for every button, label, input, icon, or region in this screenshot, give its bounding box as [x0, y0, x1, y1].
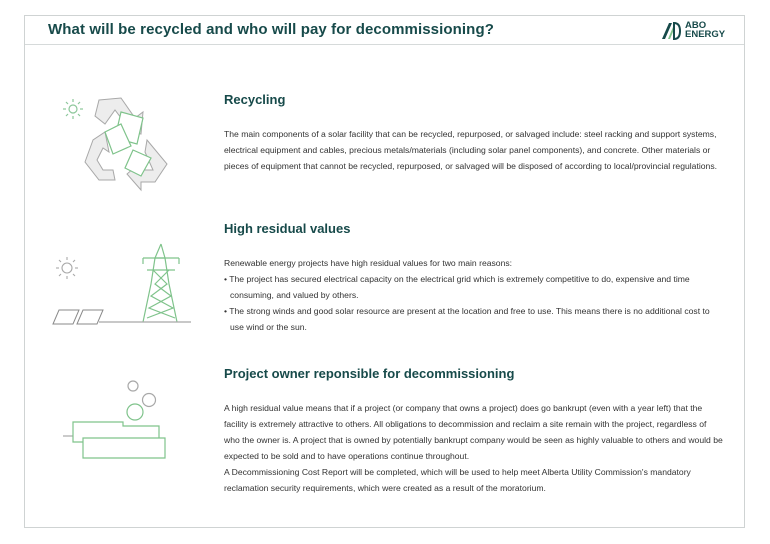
bullet-item: • The project has secured electrical capacity on the electrical grid which is extremely competitive to do, expensive and time consuming, and valued by others.	[224, 274, 690, 300]
sun-icon	[56, 257, 78, 279]
paragraph: Renewable energy projects have high residual values for two main reasons:	[224, 258, 513, 268]
paragraph: A high residual value means that if a project (or company that owns a project) does go bankrupt (even with a year left) that the facility is extremely attractive to others. All obligations to decommission and reclaim a site remain with the project, regardless of who the owner is. A project that is owned by potentially bankrupt company would be seen as highly valuable to others and would be expected to be sold and to have operations continue throughout.	[224, 403, 723, 461]
section-recycling	[224, 92, 724, 174]
section-body	[224, 126, 724, 174]
header	[25, 16, 744, 45]
section-high-residual-values	[224, 221, 724, 335]
bullet-text: The strong winds and good solar resource are present at the location and free to use. This means there is no additional cost to use wind or the sun.	[229, 306, 710, 332]
recycle-icon	[55, 94, 175, 194]
speech-bubbles-icon	[53, 380, 183, 470]
section-heading: High residual values	[224, 221, 351, 236]
abo-logo-icon	[660, 21, 682, 41]
transmission-tower-icon	[43, 238, 193, 338]
logo-line-2: ENERGY	[685, 29, 726, 40]
paragraph: A Decommissioning Cost Report will be completed, which will be used to help meet Alberta Utility Commission's mandatory reclamation security requirements, which were created as a result of the moratorium.	[224, 467, 691, 493]
section-heading: Recycling	[224, 92, 286, 107]
paragraph: The main components of a solar facility that can be recycled, repurposed, or salvaged include: steel racking and support systems, electrical equipment and cables, precious metals/materials (including solar panel components), and concrete. Other materials or pieces of equipment that cannot be recycled, repurposed, or salvaged will be disposed of according to local/provincial regulations.	[224, 129, 717, 171]
page-frame	[24, 15, 745, 528]
section-body	[224, 255, 724, 335]
logo-line-1: ABO	[685, 20, 707, 31]
logo-wordmark	[685, 21, 725, 39]
section-project-owner-decommissioning	[224, 366, 724, 496]
sun-icon	[63, 99, 83, 119]
section-heading: Project owner reponsible for decommissioning	[224, 366, 515, 381]
page-title: What will be recycled and who will pay for decommissioning?	[48, 21, 494, 38]
bullet-item: • The strong winds and good solar resource are present at the location and free to use. This means there is no additional cost to use wind or the sun.	[224, 306, 710, 332]
bullet-text: The project has secured electrical capacity on the electrical grid which is extremely competitive to do, expensive and time consuming, and valued by others.	[229, 274, 690, 300]
abo-energy-logo	[660, 20, 730, 42]
section-body	[224, 400, 724, 496]
